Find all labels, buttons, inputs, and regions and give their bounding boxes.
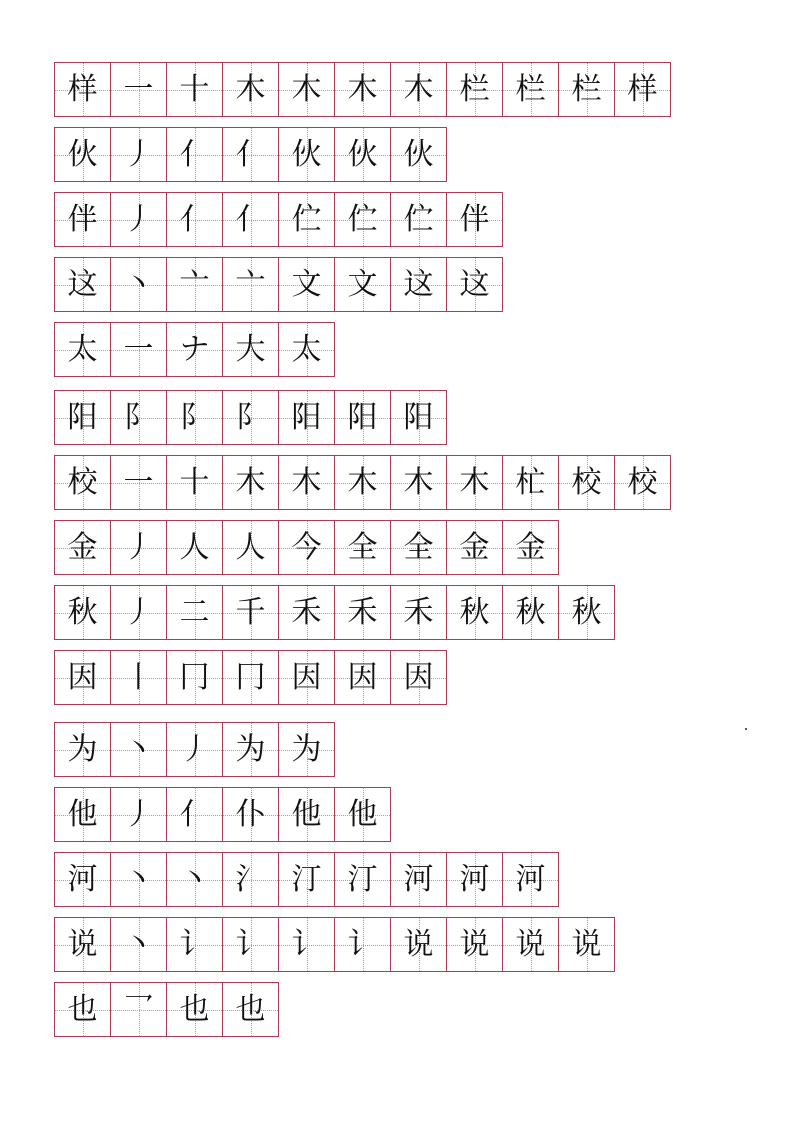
stroke-step-glyph: 伫: [291, 201, 322, 237]
stroke-step-glyph: 丶: [123, 861, 154, 897]
character-cell: [55, 723, 111, 776]
stroke-step-cell: [279, 193, 335, 246]
stroke-step-cell: [279, 918, 335, 971]
character-cell: [55, 323, 111, 376]
stroke-step-cell: [111, 456, 167, 509]
stroke-step-glyph: 校: [571, 464, 602, 500]
stroke-step-glyph: 一: [123, 71, 154, 107]
stroke-step-cell: [167, 63, 223, 116]
stroke-step-cell: [335, 391, 391, 444]
character-glyph: 也: [67, 991, 98, 1027]
character-cell: [55, 193, 111, 246]
stroke-row-13: [54, 852, 559, 907]
stroke-step-cell: [167, 586, 223, 639]
stroke-step-cell: [391, 521, 447, 574]
stroke-step-cell: [111, 323, 167, 376]
stroke-step-glyph: 木: [403, 464, 434, 500]
stroke-step-glyph: 河: [515, 861, 546, 897]
stroke-row-15: [54, 982, 279, 1037]
stroke-step-glyph: 禾: [291, 594, 322, 630]
stroke-step-glyph: 阳: [347, 399, 378, 435]
stroke-step-glyph: 亻: [235, 136, 266, 172]
stroke-step-glyph: 氵: [235, 861, 266, 897]
stroke-step-glyph: 伙: [347, 136, 378, 172]
stroke-step-cell: [279, 63, 335, 116]
stroke-step-cell: [615, 63, 671, 116]
stroke-step-cell: [391, 63, 447, 116]
stroke-step-glyph: 汀: [347, 861, 378, 897]
stroke-step-glyph: 也: [179, 991, 210, 1027]
stroke-step-cell: [559, 456, 615, 509]
stroke-step-cell: [447, 456, 503, 509]
stroke-step-glyph: 阝: [123, 399, 154, 435]
stroke-row-14: [54, 917, 615, 972]
character-cell: [55, 63, 111, 116]
stroke-step-glyph: 全: [347, 529, 378, 565]
character-glyph: 秋: [67, 594, 98, 630]
character-cell: [55, 258, 111, 311]
stroke-step-glyph: 栏: [571, 71, 602, 107]
stroke-row-7: [54, 455, 671, 510]
stroke-step-glyph: 他: [347, 796, 378, 832]
stroke-step-cell: [447, 853, 503, 906]
stroke-step-cell: [223, 723, 279, 776]
stroke-step-glyph: 今: [291, 529, 322, 565]
stroke-step-cell: [111, 63, 167, 116]
stroke-row-12: [54, 787, 391, 842]
character-glyph: 阳: [67, 399, 98, 435]
stroke-step-cell: [279, 456, 335, 509]
stroke-step-glyph: 木: [459, 464, 490, 500]
stroke-row-9: [54, 585, 615, 640]
character-cell: [55, 128, 111, 181]
stroke-step-cell: [167, 723, 223, 776]
stroke-step-cell: [223, 456, 279, 509]
stroke-step-cell: [391, 918, 447, 971]
stroke-step-glyph: 校: [627, 464, 658, 500]
stroke-step-glyph: 为: [235, 731, 266, 767]
stroke-step-cell: [335, 918, 391, 971]
stroke-step-glyph: 栏: [515, 71, 546, 107]
stroke-step-cell: [279, 258, 335, 311]
stroke-step-glyph: 乛: [123, 991, 154, 1027]
stroke-step-glyph: 丶: [179, 861, 210, 897]
stroke-step-cell: [223, 63, 279, 116]
stroke-step-cell: [503, 521, 559, 574]
stroke-step-cell: [335, 788, 391, 841]
stroke-step-cell: [223, 323, 279, 376]
stroke-step-cell: [279, 853, 335, 906]
stroke-step-glyph: 秋: [571, 594, 602, 630]
stroke-step-glyph: 伫: [403, 201, 434, 237]
stroke-step-glyph: 人: [235, 529, 266, 565]
stroke-step-glyph: 丿: [123, 136, 154, 172]
character-glyph: 说: [67, 926, 98, 962]
stroke-step-cell: [279, 586, 335, 639]
stroke-step-cell: [223, 391, 279, 444]
stroke-step-glyph: 样: [627, 71, 658, 107]
stroke-row-2: [54, 127, 447, 182]
stroke-step-glyph: 大: [235, 331, 266, 367]
stroke-step-cell: [111, 853, 167, 906]
character-glyph: 为: [67, 731, 98, 767]
stroke-step-cell: [167, 391, 223, 444]
stroke-step-cell: [223, 788, 279, 841]
stroke-step-glyph: 木: [235, 71, 266, 107]
character-glyph: 河: [67, 861, 98, 897]
stroke-step-glyph: 为: [291, 731, 322, 767]
stroke-step-glyph: 也: [235, 991, 266, 1027]
stroke-step-glyph: 讠: [291, 926, 322, 962]
stroke-step-cell: [223, 983, 279, 1036]
stroke-step-glyph: 汀: [291, 861, 322, 897]
stroke-step-glyph: 丶: [123, 731, 154, 767]
stroke-row-4: [54, 257, 503, 312]
stroke-row-1: [54, 62, 671, 117]
stroke-step-glyph: 丿: [123, 594, 154, 630]
stroke-step-cell: [391, 586, 447, 639]
character-glyph: 他: [67, 796, 98, 832]
stroke-step-cell: [391, 651, 447, 704]
stroke-step-glyph: 仆: [235, 796, 266, 832]
stroke-step-cell: [279, 323, 335, 376]
stroke-step-glyph: 亠: [179, 266, 210, 302]
stroke-step-glyph: 伙: [403, 136, 434, 172]
stroke-step-glyph: 木: [347, 464, 378, 500]
stroke-step-glyph: ナ: [179, 331, 210, 367]
stroke-step-cell: [167, 983, 223, 1036]
stroke-step-cell: [447, 918, 503, 971]
character-cell: [55, 391, 111, 444]
stray-dot: [745, 728, 747, 730]
character-cell: [55, 918, 111, 971]
stroke-step-glyph: 文: [291, 266, 322, 302]
stroke-step-cell: [111, 651, 167, 704]
stroke-step-cell: [391, 391, 447, 444]
stroke-step-cell: [111, 391, 167, 444]
stroke-step-glyph: 木: [347, 71, 378, 107]
stroke-step-glyph: 二: [179, 594, 210, 630]
stroke-step-glyph: 因: [403, 659, 434, 695]
stroke-step-glyph: 文: [347, 266, 378, 302]
character-glyph: 伴: [67, 201, 98, 237]
stroke-step-glyph: 一: [123, 331, 154, 367]
stroke-step-cell: [391, 456, 447, 509]
stroke-step-glyph: 伫: [347, 201, 378, 237]
character-glyph: 这: [67, 266, 98, 302]
stroke-step-cell: [503, 853, 559, 906]
stroke-step-cell: [167, 128, 223, 181]
character-glyph: 因: [67, 659, 98, 695]
stroke-step-cell: [111, 723, 167, 776]
stroke-step-cell: [447, 258, 503, 311]
stroke-step-glyph: 丿: [179, 731, 210, 767]
stroke-step-glyph: 禾: [347, 594, 378, 630]
stroke-step-glyph: 说: [515, 926, 546, 962]
stroke-step-cell: [335, 128, 391, 181]
stroke-step-cell: [559, 586, 615, 639]
character-glyph: 伙: [67, 136, 98, 172]
stroke-step-glyph: 丶: [123, 926, 154, 962]
stroke-step-glyph: 木: [291, 464, 322, 500]
stroke-step-cell: [447, 586, 503, 639]
character-cell: [55, 788, 111, 841]
stroke-row-11: [54, 722, 335, 777]
stroke-step-glyph: 人: [179, 529, 210, 565]
stroke-step-glyph: 亻: [235, 201, 266, 237]
stroke-step-cell: [335, 258, 391, 311]
stroke-step-cell: [279, 723, 335, 776]
stroke-step-glyph: 伙: [291, 136, 322, 172]
stroke-step-glyph: 说: [459, 926, 490, 962]
stroke-step-glyph: 这: [459, 266, 490, 302]
stroke-step-glyph: 这: [403, 266, 434, 302]
stroke-step-cell: [391, 853, 447, 906]
stroke-step-glyph: 金: [459, 529, 490, 565]
stroke-step-cell: [335, 651, 391, 704]
stroke-step-cell: [447, 193, 503, 246]
stroke-step-glyph: 亻: [179, 201, 210, 237]
stroke-step-cell: [167, 521, 223, 574]
character-cell: [55, 456, 111, 509]
stroke-step-cell: [167, 258, 223, 311]
stroke-step-cell: [503, 63, 559, 116]
stroke-step-cell: [503, 918, 559, 971]
stroke-step-glyph: 河: [403, 861, 434, 897]
character-glyph: 太: [67, 331, 98, 367]
stroke-step-glyph: 丨: [123, 659, 154, 695]
stroke-step-glyph: 木: [291, 71, 322, 107]
stroke-step-cell: [223, 918, 279, 971]
character-glyph: 校: [67, 464, 98, 500]
stroke-step-cell: [279, 521, 335, 574]
stroke-step-cell: [559, 63, 615, 116]
character-cell: [55, 521, 111, 574]
stroke-step-glyph: 太: [291, 331, 322, 367]
character-cell: [55, 983, 111, 1036]
stroke-step-cell: [167, 193, 223, 246]
stroke-row-5: [54, 322, 335, 377]
stroke-step-glyph: 阳: [403, 399, 434, 435]
stroke-step-glyph: 栏: [459, 71, 490, 107]
stroke-step-cell: [111, 983, 167, 1036]
stroke-step-glyph: 冂: [235, 659, 266, 695]
stroke-step-cell: [223, 521, 279, 574]
stroke-step-cell: [279, 128, 335, 181]
stroke-step-cell: [223, 258, 279, 311]
character-glyph: 金: [67, 529, 98, 565]
stroke-step-glyph: 因: [347, 659, 378, 695]
stroke-step-cell: [391, 193, 447, 246]
stroke-step-cell: [447, 63, 503, 116]
stroke-step-glyph: 丿: [123, 796, 154, 832]
stroke-step-glyph: 杧: [515, 464, 546, 500]
stroke-step-glyph: 木: [403, 71, 434, 107]
stroke-row-6: [54, 390, 447, 445]
stroke-step-glyph: 十: [179, 464, 210, 500]
stroke-step-glyph: 千: [235, 594, 266, 630]
stroke-step-cell: [391, 258, 447, 311]
stroke-step-glyph: 秋: [515, 594, 546, 630]
stroke-step-glyph: 阝: [179, 399, 210, 435]
stroke-step-glyph: 冂: [179, 659, 210, 695]
stroke-step-cell: [335, 586, 391, 639]
stroke-step-glyph: 他: [291, 796, 322, 832]
stroke-row-3: [54, 192, 503, 247]
stroke-step-cell: [111, 521, 167, 574]
stroke-step-cell: [167, 918, 223, 971]
character-glyph: 样: [67, 71, 98, 107]
stroke-step-glyph: 木: [235, 464, 266, 500]
stroke-step-cell: [167, 788, 223, 841]
stroke-step-glyph: 伴: [459, 201, 490, 237]
stroke-step-cell: [223, 128, 279, 181]
stroke-step-cell: [223, 651, 279, 704]
stroke-step-glyph: 亻: [179, 136, 210, 172]
stroke-step-glyph: 阳: [291, 399, 322, 435]
stroke-step-cell: [111, 193, 167, 246]
stroke-step-cell: [223, 586, 279, 639]
stroke-step-cell: [615, 456, 671, 509]
stroke-step-glyph: 河: [459, 861, 490, 897]
stroke-step-cell: [279, 651, 335, 704]
character-cell: [55, 586, 111, 639]
stroke-step-cell: [167, 456, 223, 509]
stroke-step-cell: [167, 323, 223, 376]
stroke-step-cell: [167, 853, 223, 906]
stroke-step-cell: [503, 456, 559, 509]
stroke-step-cell: [111, 586, 167, 639]
stroke-step-glyph: 秋: [459, 594, 490, 630]
stroke-step-cell: [223, 853, 279, 906]
stroke-step-cell: [335, 456, 391, 509]
stroke-step-glyph: 丶: [123, 266, 154, 302]
stroke-step-cell: [223, 193, 279, 246]
stroke-step-glyph: 讠: [347, 926, 378, 962]
stroke-step-glyph: 亠: [235, 266, 266, 302]
stroke-row-10: [54, 650, 447, 705]
stroke-step-cell: [559, 918, 615, 971]
stroke-step-glyph: 十: [179, 71, 210, 107]
stroke-step-cell: [335, 193, 391, 246]
stroke-step-glyph: 因: [291, 659, 322, 695]
stroke-step-glyph: 丿: [123, 529, 154, 565]
stroke-step-glyph: 丿: [123, 201, 154, 237]
stroke-step-cell: [111, 128, 167, 181]
stroke-step-glyph: 说: [403, 926, 434, 962]
stroke-step-cell: [503, 586, 559, 639]
stroke-step-glyph: 说: [571, 926, 602, 962]
stroke-step-cell: [167, 651, 223, 704]
stroke-step-glyph: 禾: [403, 594, 434, 630]
stroke-step-glyph: 一: [123, 464, 154, 500]
stroke-step-glyph: 讠: [179, 926, 210, 962]
stroke-step-cell: [335, 521, 391, 574]
character-cell: [55, 651, 111, 704]
stroke-step-cell: [335, 853, 391, 906]
stroke-row-8: [54, 520, 559, 575]
stroke-step-glyph: 金: [515, 529, 546, 565]
stroke-step-glyph: 讠: [235, 926, 266, 962]
stroke-step-glyph: 亻: [179, 796, 210, 832]
stroke-step-cell: [279, 788, 335, 841]
stroke-step-cell: [335, 63, 391, 116]
stroke-step-cell: [391, 128, 447, 181]
stroke-step-cell: [447, 521, 503, 574]
stroke-step-cell: [111, 918, 167, 971]
stroke-step-cell: [279, 391, 335, 444]
character-cell: [55, 853, 111, 906]
stroke-step-cell: [111, 258, 167, 311]
stroke-step-glyph: 全: [403, 529, 434, 565]
stroke-step-glyph: 阝: [235, 399, 266, 435]
stroke-step-cell: [111, 788, 167, 841]
